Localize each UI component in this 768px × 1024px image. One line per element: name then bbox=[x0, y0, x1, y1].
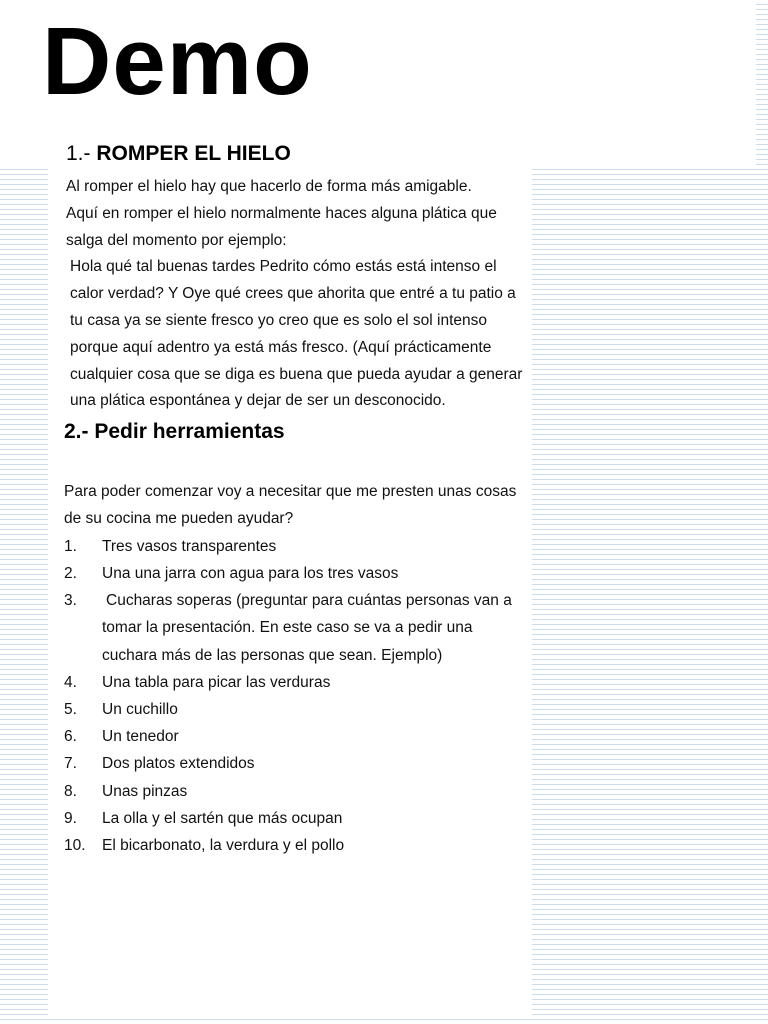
paragraph: Aquí en romper el hielo normalmente haces alguna plática que salga del momento por ejemplo: bbox=[66, 204, 497, 249]
list-item bbox=[64, 832, 526, 859]
list-text: El bicarbonato, la verdura y el pollo bbox=[102, 837, 345, 854]
tools-list bbox=[64, 533, 526, 859]
section-1-body bbox=[66, 174, 526, 415]
list-item bbox=[64, 805, 526, 832]
section-2-heading: 2.- Pedir herramientas bbox=[64, 420, 285, 444]
list-text: Un tenedor bbox=[102, 728, 179, 746]
list-item bbox=[64, 560, 526, 587]
document-content bbox=[66, 140, 526, 859]
list-item bbox=[64, 778, 526, 805]
list-number: 8. bbox=[64, 782, 77, 800]
section-1-number: 1.- bbox=[66, 142, 97, 165]
list-number: 5. bbox=[64, 700, 77, 718]
list-text: Cucharas soperas (preguntar para cuántas personas van a tomar la presentación. En este caso se va a pedir una cuchara más de las personas que sean. Ejemplo) bbox=[102, 592, 512, 664]
list-number: 9. bbox=[64, 809, 77, 827]
lined-background-strip bbox=[756, 0, 768, 168]
list-text: La olla y el sartén que más ocupan bbox=[102, 809, 343, 827]
list-text: Una tabla para picar las verduras bbox=[102, 673, 331, 691]
list-number: 7. bbox=[64, 755, 77, 773]
list-number: 10. bbox=[64, 837, 86, 854]
list-item bbox=[64, 723, 526, 750]
paragraph: Hola qué tal buenas tardes Pedrito cómo estás está intenso el calor verdad? Y Oye qué crees que ahorita que entré a tu patio a tu casa ya se siente fresco yo creo que es solo el sol intenso porque aquí adentro ya está más fresco. (Aquí prácticamente cualquier cosa que se diga es buena que pueda ayudar a generar una plática espontánea y dejar de ser un desconocido. bbox=[70, 258, 523, 410]
list-text: Una una jarra con agua para los tres vasos bbox=[102, 564, 399, 582]
list-item bbox=[64, 696, 526, 723]
list-item bbox=[64, 587, 526, 669]
list-number: 2. bbox=[64, 564, 77, 582]
list-text: Tres vasos transparentes bbox=[102, 537, 277, 555]
list-item bbox=[64, 669, 526, 696]
list-text: Dos platos extendidos bbox=[102, 755, 255, 773]
list-number: 3. bbox=[64, 592, 77, 610]
list-text: Unas pinzas bbox=[102, 782, 188, 800]
list-item bbox=[64, 750, 526, 777]
demo-logo: Demo bbox=[42, 8, 313, 115]
section-1-title: ROMPER EL HIELO bbox=[96, 142, 291, 165]
list-number: 6. bbox=[64, 728, 77, 746]
paragraph: Al romper el hielo hay que hacerlo de forma más amigable. bbox=[66, 178, 472, 195]
list-number: 4. bbox=[64, 673, 77, 691]
list-number: 1. bbox=[64, 537, 77, 555]
list-text: Un cuchillo bbox=[102, 700, 178, 718]
section-1-heading bbox=[66, 140, 526, 168]
list-item bbox=[64, 533, 526, 560]
section-2-intro: Para poder comenzar voy a necesitar que me presten unas cosas de su cocina me pueden ayudar? bbox=[64, 483, 517, 527]
